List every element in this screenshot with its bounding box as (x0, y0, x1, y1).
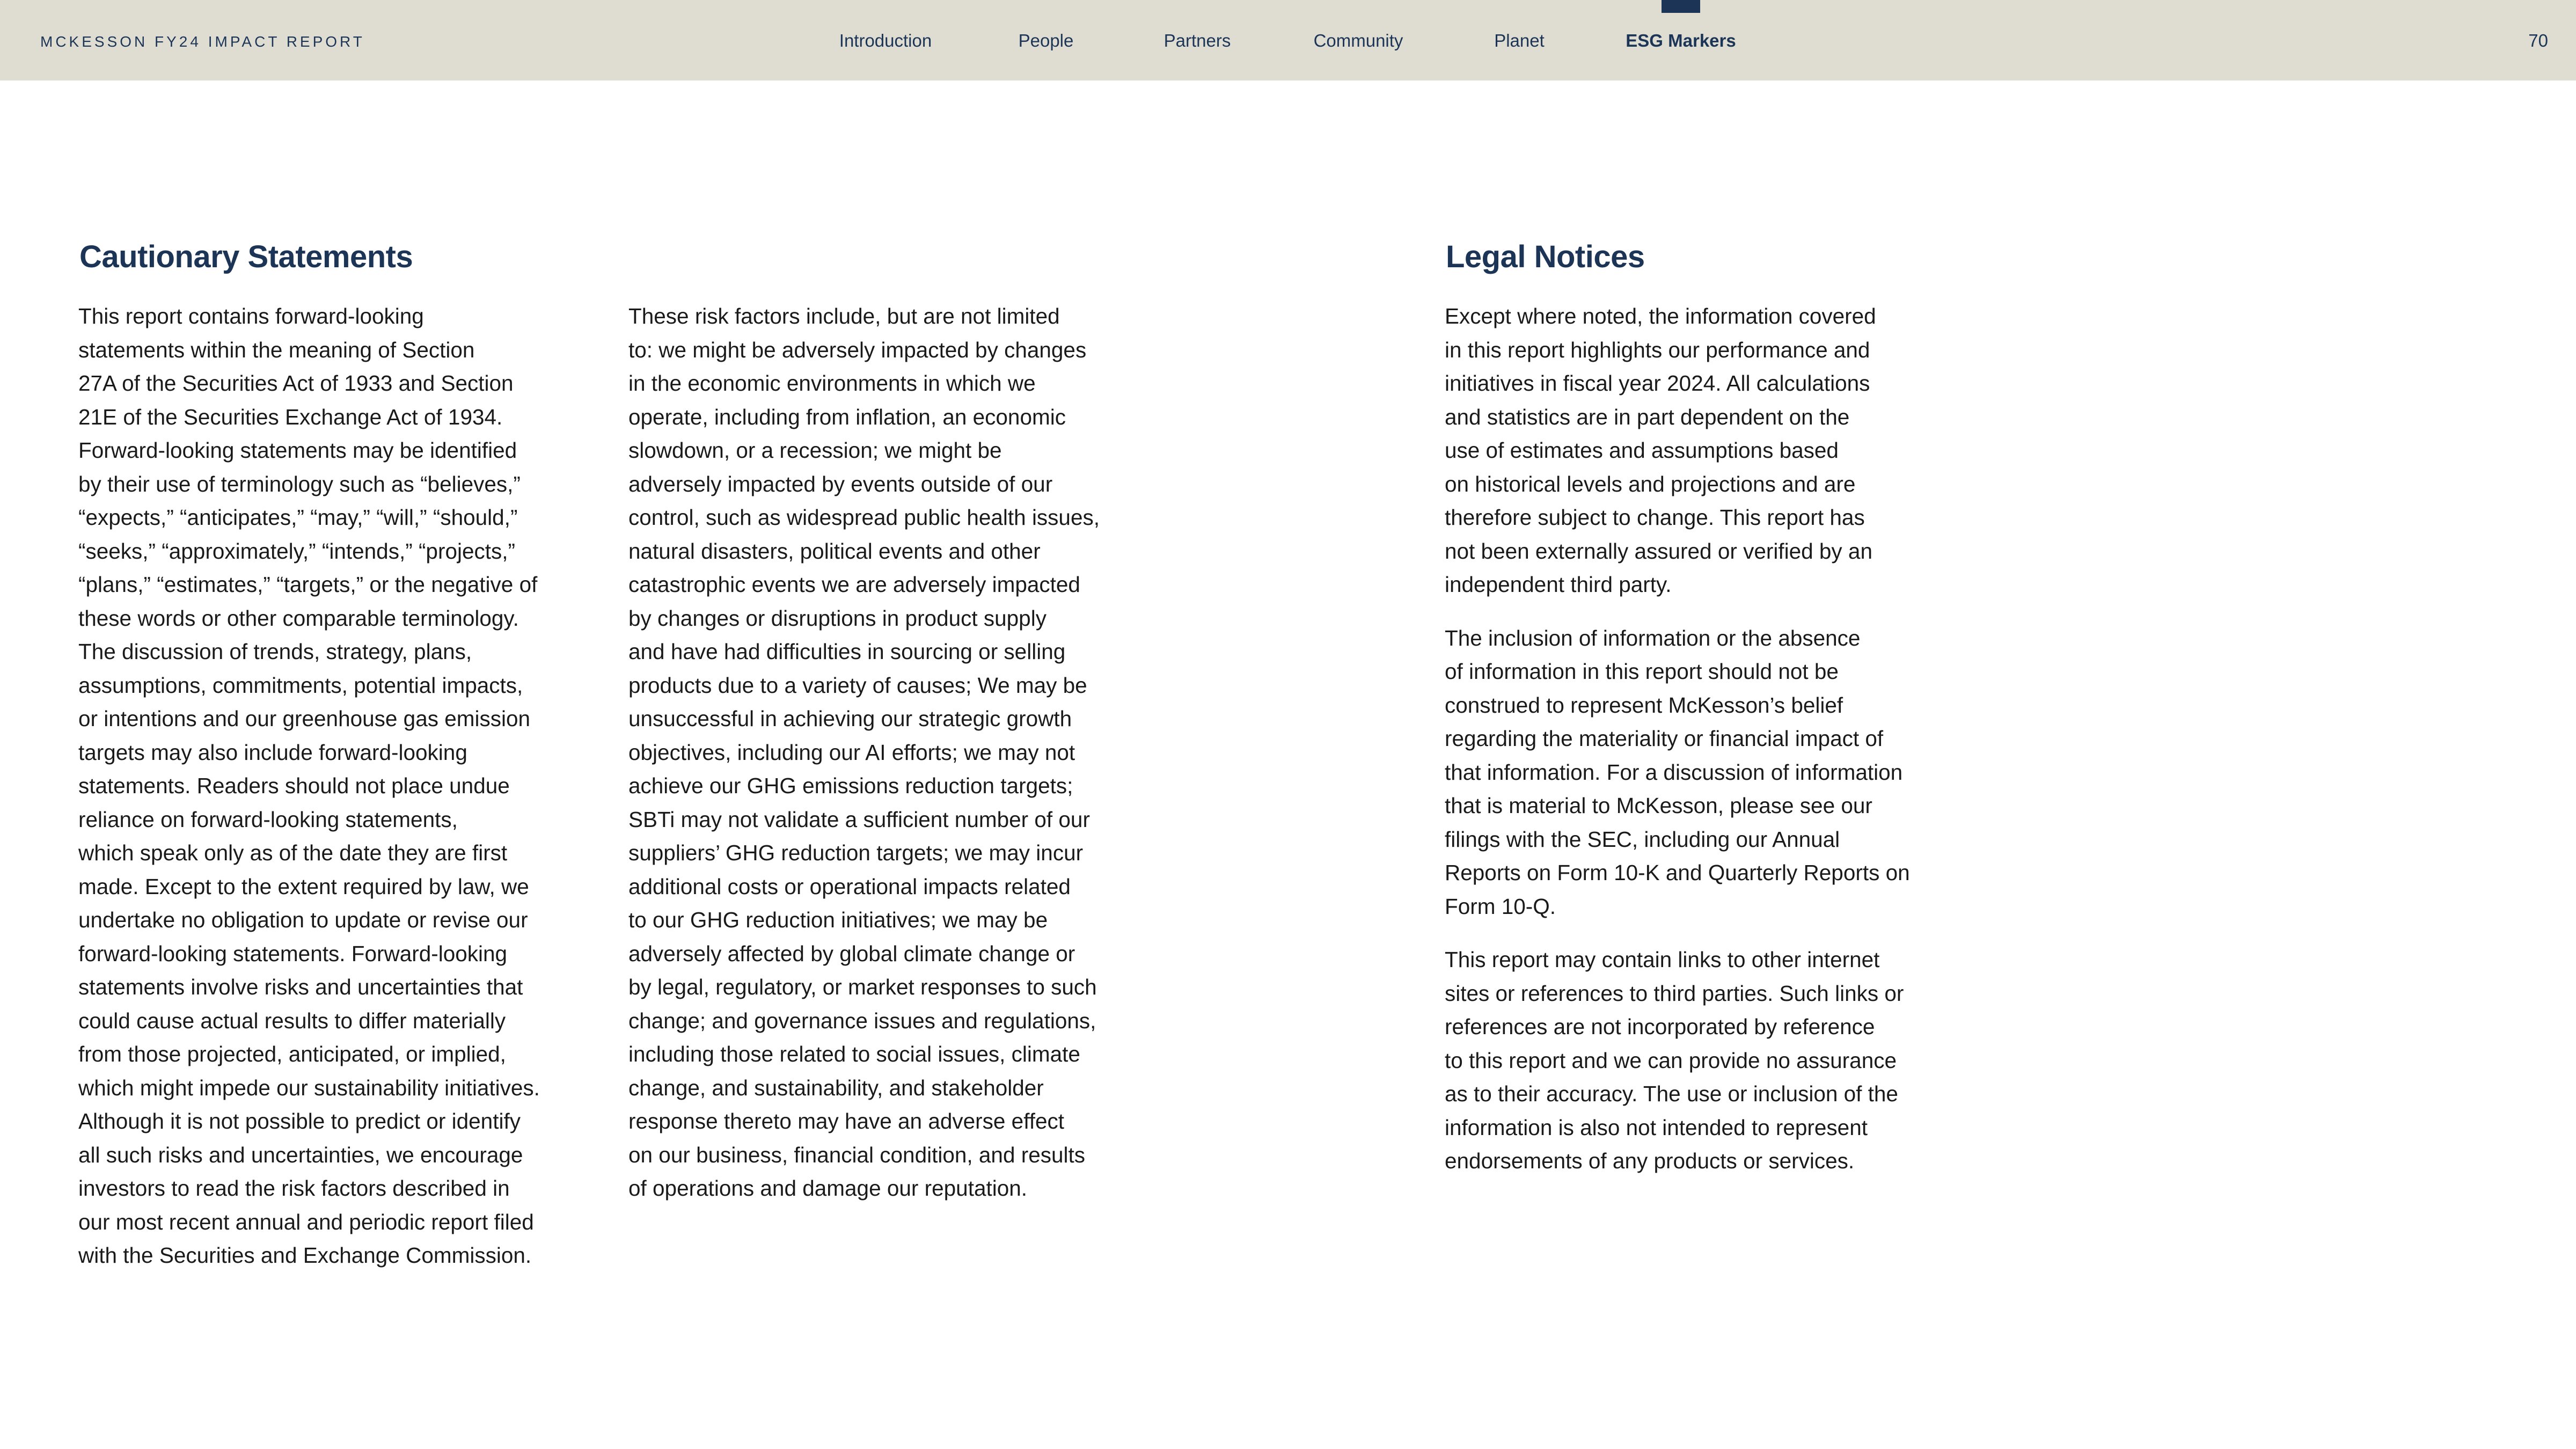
legal-paragraph-3 (1445, 943, 1910, 1178)
text-line: natural disasters, political events and other (628, 538, 1041, 564)
text-line: endorsements of any products or services. (1445, 1148, 1855, 1173)
text-line: statements. Readers should not place undue (78, 773, 510, 798)
text-line: which speak only as of the date they are first (78, 840, 508, 865)
text-line: not been externally assured or verified by an (1445, 538, 1872, 564)
legal-notices-body (1445, 299, 1910, 1198)
text-line: made. Except to the extent required by law, we (78, 874, 529, 899)
text-line: control, such as widespread public health issues, (628, 505, 1100, 530)
active-tab-indicator (1662, 0, 1700, 13)
text-line: These risk factors include, but are not limited (628, 304, 1060, 328)
legal-paragraph-2 (1445, 621, 1910, 924)
legal-paragraph-1 (1445, 299, 1910, 602)
text-line: 21E of the Securities Exchange Act of 1934. (78, 404, 503, 429)
text-line: that is material to McKesson, please see our (1445, 793, 1872, 818)
text-line: and have had difficulties in sourcing or selling (628, 639, 1066, 664)
text-line: regarding the materiality or financial impact of (1445, 726, 1884, 751)
text-line: as to their accuracy. The use or inclusion of the (1445, 1081, 1898, 1106)
text-line: catastrophic events we are adversely impacted (628, 572, 1080, 597)
text-line: to: we might be adversely impacted by changes (628, 337, 1087, 362)
cautionary-paragraph-2 (628, 299, 1100, 1205)
text-line: independent third party. (1445, 572, 1672, 597)
text-line: “plans,” “estimates,” “targets,” or the negative of (78, 572, 538, 597)
text-line: references are not incorporated by reference (1445, 1014, 1875, 1039)
text-line: products due to a variety of causes; We may be (628, 672, 1087, 698)
text-line: by legal, regulatory, or market responses to such (628, 975, 1097, 999)
text-line: construed to represent McKesson’s belief (1445, 692, 1843, 718)
text-line: in the economic environments in which we (628, 371, 1036, 396)
text-line: Reports on Form 10-K and Quarterly Reports on (1445, 860, 1910, 885)
text-line: on our business, financial condition, and results (628, 1142, 1086, 1167)
text-line: to our GHG reduction initiatives; we may be (628, 908, 1048, 932)
text-line: objectives, including our AI efforts; we may not (628, 740, 1075, 765)
text-line: Except where noted, the information covered (1445, 304, 1876, 328)
text-line: by their use of terminology such as “believes,” (78, 471, 521, 496)
text-line: change; and governance issues and regulations, (628, 1008, 1096, 1033)
text-line: unsuccessful in achieving our strategic growth (628, 706, 1072, 731)
text-line: use of estimates and assumptions based (1445, 438, 1839, 463)
text-line: response thereto may have an adverse effect (628, 1109, 1064, 1133)
text-line: suppliers’ GHG reduction targets; we may incur (628, 840, 1084, 865)
text-line: investors to read the risk factors described in (78, 1176, 510, 1201)
text-line: undertake no obligation to update or revise our (78, 908, 528, 932)
cautionary-column-1 (78, 299, 540, 1292)
cautionary-statements-heading: Cautionary Statements (79, 239, 413, 274)
nav-tab-community[interactable]: Community (1313, 31, 1403, 50)
nav-tab-esg-markers[interactable]: ESG Markers (1626, 31, 1736, 50)
text-line: which might impede our sustainability initiatives. (78, 1075, 540, 1100)
text-line: Form 10-Q. (1445, 894, 1556, 919)
text-line: of information in this report should not be (1445, 659, 1839, 684)
nav-tab-partners[interactable]: Partners (1163, 31, 1231, 50)
text-line: adversely impacted by events outside of our (628, 471, 1053, 496)
text-line: Although it is not possible to predict or identify (78, 1109, 521, 1133)
text-line: targets may also include forward-looking (78, 740, 467, 765)
text-line: from those projected, anticipated, or implied, (78, 1042, 506, 1066)
text-line: therefore subject to change. This report has (1445, 505, 1865, 530)
text-line: reliance on forward-looking statements, (78, 807, 458, 832)
text-line: information is also not intended to represent (1445, 1115, 1868, 1140)
text-line: including those related to social issues, climate (628, 1042, 1080, 1066)
text-line: The discussion of trends, strategy, plans, (78, 639, 472, 664)
text-line: statements involve risks and uncertainties that (78, 975, 523, 999)
text-line: on historical levels and projections and are (1445, 471, 1856, 496)
text-line: with the Securities and Exchange Commission. (78, 1243, 532, 1268)
text-line: adversely affected by global climate change or (628, 941, 1075, 966)
text-line: This report contains forward-looking (78, 304, 424, 328)
text-line: The inclusion of information or the absence (1445, 625, 1861, 650)
text-line: change, and sustainability, and stakeholder (628, 1075, 1044, 1100)
text-line: and statistics are in part dependent on the (1445, 404, 1850, 429)
text-line: “expects,” “anticipates,” “may,” “will,” “should,” (78, 505, 518, 530)
text-line: these words or other comparable terminology. (78, 605, 519, 631)
nav-tab-people[interactable]: People (1018, 31, 1074, 50)
report-brand-title: MCKESSON FY24 IMPACT REPORT (40, 33, 365, 50)
text-line: our most recent annual and periodic report filed (78, 1209, 534, 1234)
text-line: Forward-looking statements may be identified (78, 438, 517, 463)
top-navigation-bar (0, 0, 2576, 80)
text-line: This report may contain links to other internet (1445, 947, 1880, 972)
text-line: in this report highlights our performance and (1445, 337, 1870, 362)
text-line: by changes or disruptions in product supply (628, 605, 1046, 631)
text-line: or intentions and our greenhouse gas emission (78, 706, 531, 731)
text-line: to this report and we can provide no assurance (1445, 1048, 1897, 1073)
text-line: filings with the SEC, including our Annual (1445, 826, 1840, 852)
text-line: additional costs or operational impacts related (628, 874, 1071, 899)
text-line: achieve our GHG emissions reduction targets; (628, 773, 1073, 798)
text-line: all such risks and uncertainties, we encourage (78, 1142, 523, 1167)
nav-tab-introduction[interactable]: Introduction (839, 31, 932, 50)
text-line: “seeks,” “approximately,” “intends,” “projects,” (78, 538, 515, 564)
text-line: of operations and damage our reputation. (628, 1176, 1028, 1201)
text-line: statements within the meaning of Section (78, 337, 475, 362)
text-line: 27A of the Securities Act of 1933 and Section (78, 371, 514, 396)
cautionary-paragraph-1 (78, 299, 540, 1272)
text-line: that information. For a discussion of information (1445, 759, 1903, 785)
text-line: initiatives in fiscal year 2024. All calculations (1445, 371, 1870, 396)
text-line: forward-looking statements. Forward-looking (78, 941, 508, 966)
legal-notices-heading: Legal Notices (1446, 239, 1645, 274)
text-line: sites or references to third parties. Such links or (1445, 980, 1904, 1006)
nav-tab-planet[interactable]: Planet (1494, 31, 1545, 50)
cautionary-column-2 (628, 299, 1100, 1225)
text-line: could cause actual results to differ materially (78, 1008, 506, 1033)
text-line: assumptions, commitments, potential impacts, (78, 672, 523, 698)
page-number: 70 (2528, 31, 2548, 50)
text-line: operate, including from inflation, an economic (628, 404, 1066, 429)
text-line: slowdown, or a recession; we might be (628, 438, 1002, 463)
text-line: SBTi may not validate a sufficient number of our (628, 807, 1090, 832)
